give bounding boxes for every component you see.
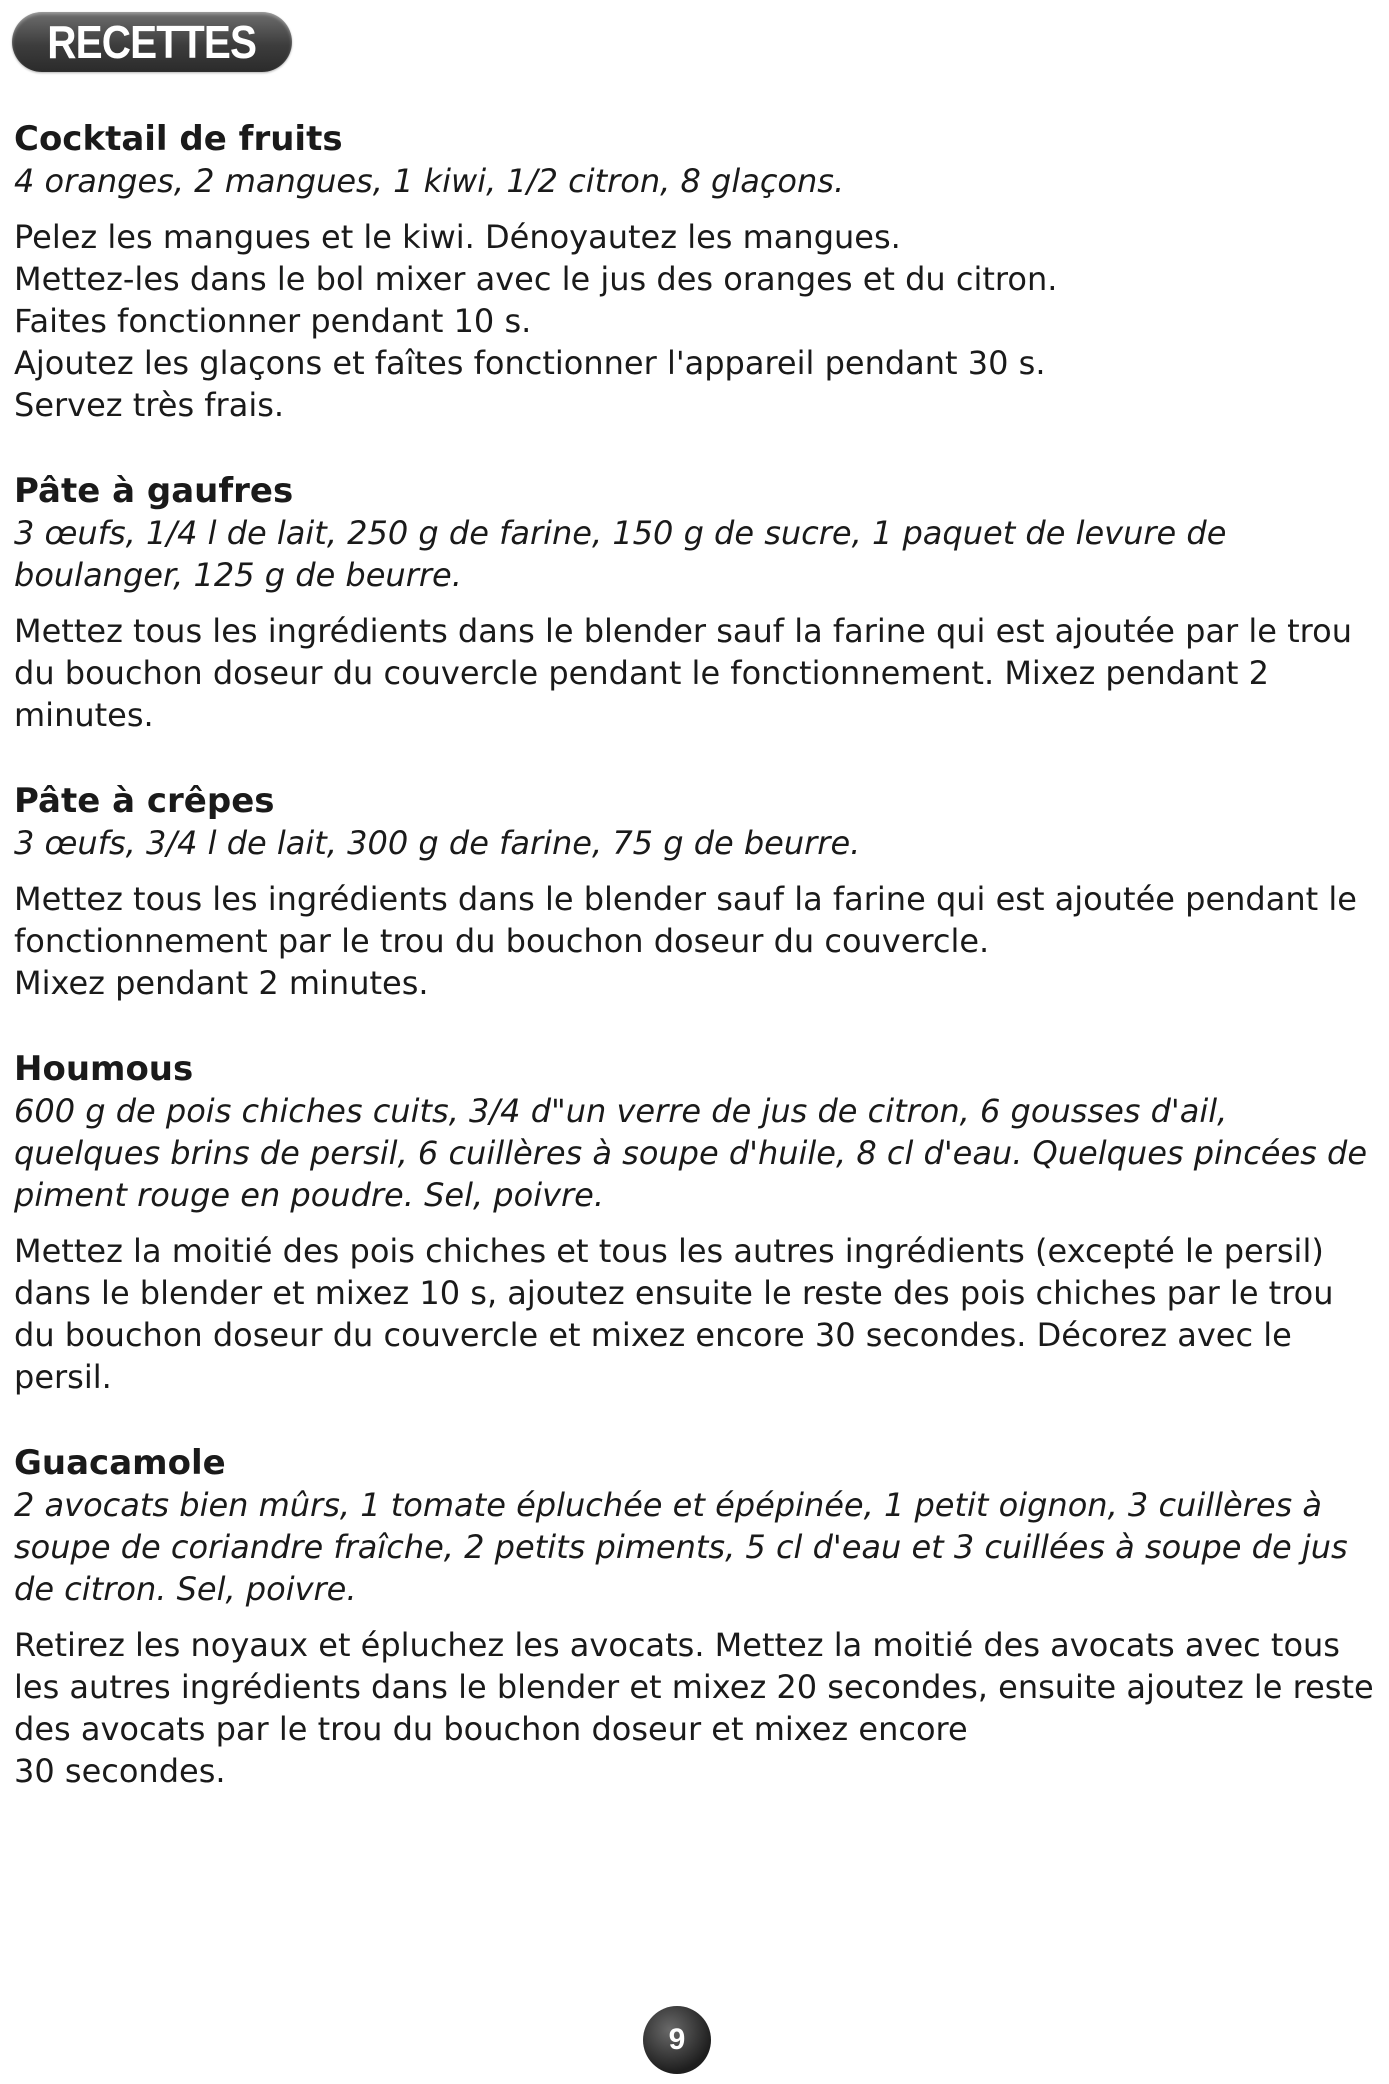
recipe-title: Pâte à gaufres (14, 471, 294, 511)
recipe-step: Mettez-les dans le bol mixer avec le jus des oranges et du citron. (14, 260, 1058, 298)
recipe-steps (14, 610, 1374, 736)
recipe-title: Cocktail de fruits (14, 119, 343, 159)
recipe-title: Houmous (14, 1049, 194, 1089)
recipe-guacamole (14, 1442, 1374, 1792)
recipe-houmous (14, 1048, 1374, 1398)
recipe-ingredients: 4 oranges, 2 mangues, 1 kiwi, 1/2 citron, 8 glaçons. (14, 162, 845, 200)
recipe-step: Pelez les mangues et le kiwi. Dénoyautez les mangues. (14, 218, 901, 256)
recipe-ingredients: 2 avocats bien mûrs, 1 tomate épluchée et épépinée, 1 petit oignon, 3 cuillères à soupe de coriandre fraîche, 2 petits piments, 5 cl d'eau et 3 cuillées à soupe de jus de citron. Sel, poivre. (14, 1486, 1348, 1608)
section-title: RECETTES (47, 16, 257, 68)
recipe-step: Mettez la moitié des pois chiches et tous les autres ingrédients (excepté le persil) dans le blender et mixez 10 s, ajoutez ensuite le reste des pois chiches par le trou du bouchon doseur du couvercle et mixez encore 30 secondes. Décorez avec le persil. (14, 1232, 1334, 1396)
recipe-steps (14, 1624, 1374, 1792)
recipe-cocktail-de-fruits (14, 118, 1374, 426)
recipe-step: Mixez pendant 2 minutes. (14, 964, 429, 1002)
recipe-step: Ajoutez les glaçons et faîtes fonctionner l'appareil pendant 30 s. (14, 344, 1046, 382)
section-header-badge (12, 12, 292, 72)
recipe-step: Faites fonctionner pendant 10 s. (14, 302, 532, 340)
recipe-ingredients: 3 œufs, 1/4 l de lait, 250 g de farine, 150 g de sucre, 1 paquet de levure de boulanger, 125 g de beurre. (14, 514, 1227, 594)
recipe-list (14, 118, 1374, 1836)
recipe-title: Pâte à crêpes (14, 781, 275, 821)
recipe-ingredients: 3 œufs, 3/4 l de lait, 300 g de farine, 75 g de beurre. (14, 824, 861, 862)
page-number: 9 (668, 2023, 686, 2056)
recipe-step: Mettez tous les ingrédients dans le blender sauf la farine qui est ajoutée pendant le fonctionnement par le trou du bouchon doseur du couvercle. (14, 880, 1357, 960)
recipe-step: Servez très frais. (14, 386, 285, 424)
recipe-pate-a-crepes (14, 780, 1374, 1004)
recipe-step: Retirez les noyaux et épluchez les avocats. Mettez la moitié des avocats avec tous les autres ingrédients dans le blender et mixez 20 secondes, ensuite ajoutez le reste des avocats par le trou du bouchon doseur et mixez encore (14, 1626, 1374, 1748)
recipe-step: 30 secondes. (14, 1752, 226, 1790)
recipe-pate-a-gaufres (14, 470, 1374, 736)
recipe-title: Guacamole (14, 1443, 226, 1483)
recipe-step: Mettez tous les ingrédients dans le blender sauf la farine qui est ajoutée par le trou du bouchon doseur du couvercle pendant le fonctionnement. Mixez pendant 2 minutes. (14, 612, 1352, 734)
page-number-badge (643, 2006, 711, 2074)
recipe-steps (14, 216, 1374, 426)
recipe-steps (14, 878, 1374, 1004)
recipe-ingredients: 600 g de pois chiches cuits, 3/4 d"un verre de jus de citron, 6 gousses d'ail, quelques brins de persil, 6 cuillères à soupe d'huile, 8 cl d'eau. Quelques pincées de piment rouge en poudre. Sel, poivre. (14, 1092, 1368, 1214)
recipe-steps (14, 1230, 1374, 1398)
